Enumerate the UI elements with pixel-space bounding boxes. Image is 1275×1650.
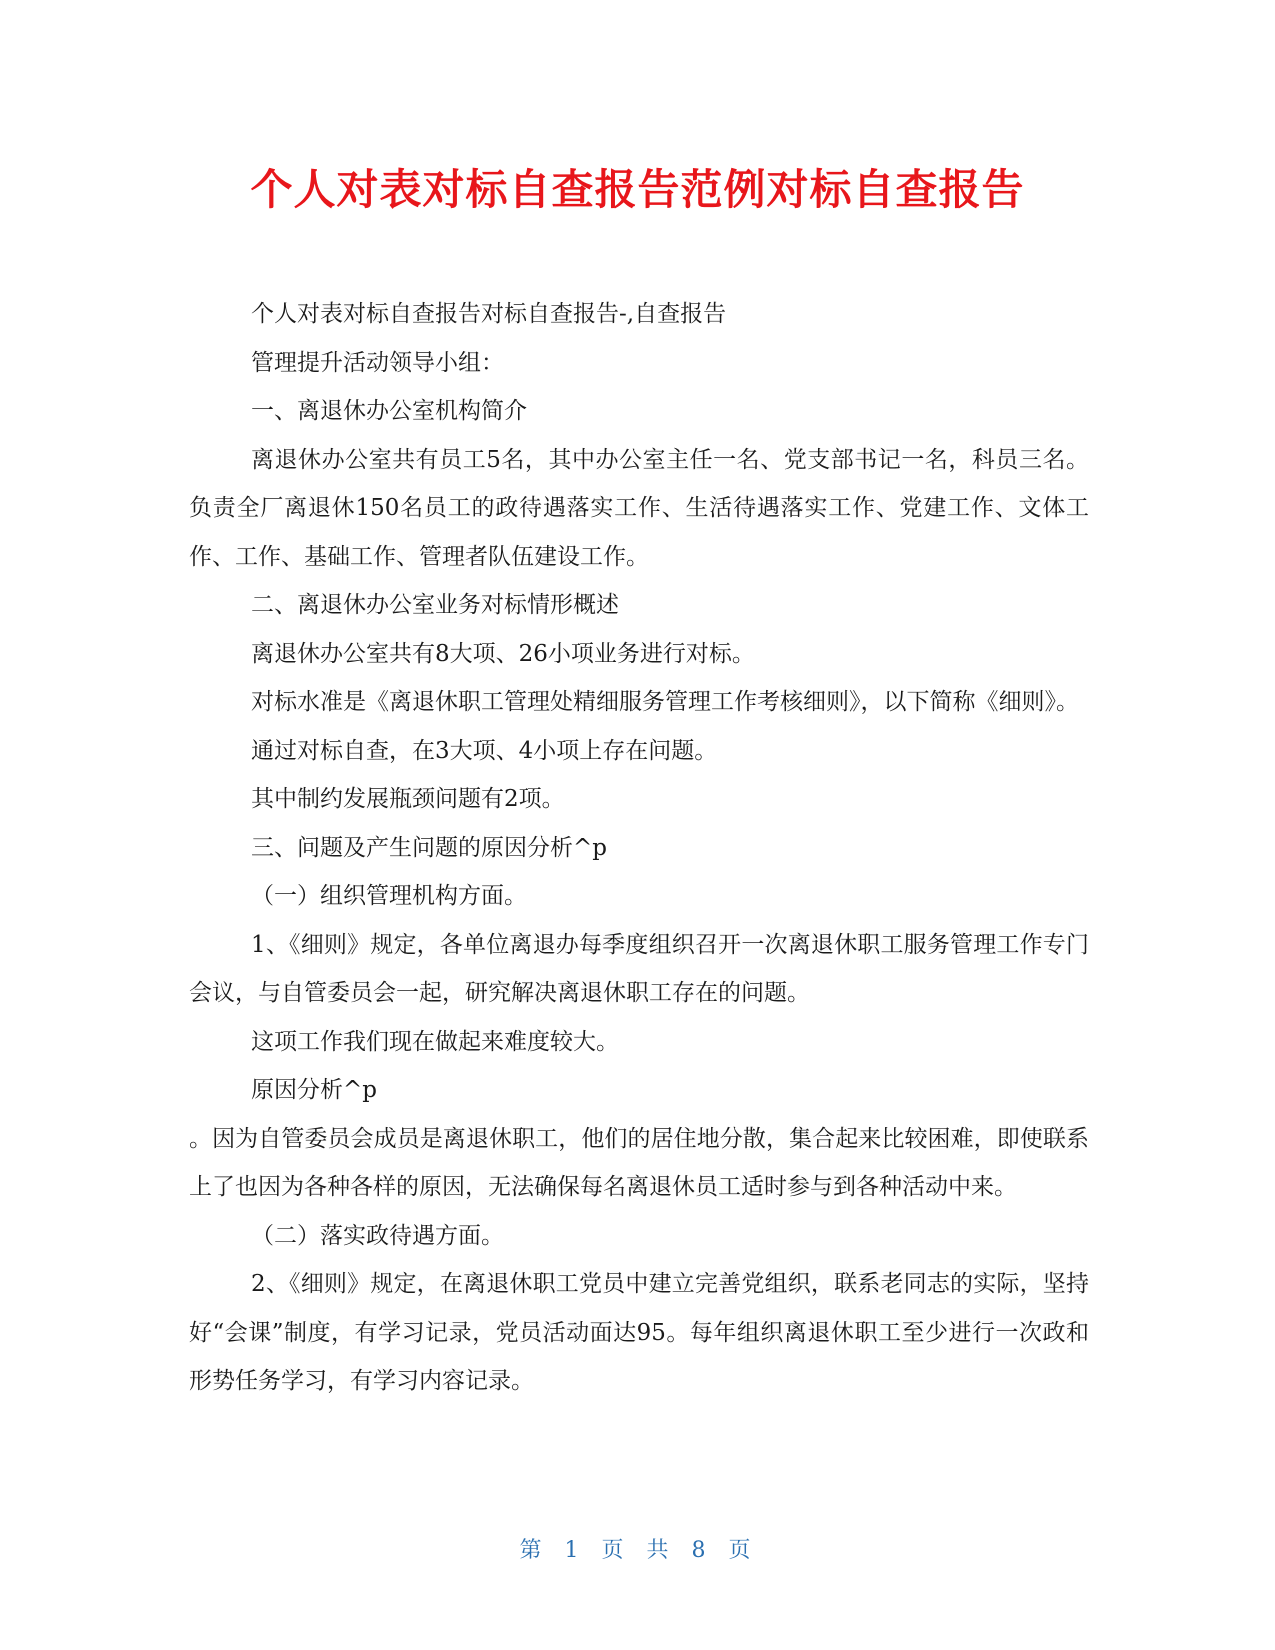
paragraph: 2、《细则》规定，在离退休职工党员中建立完善党组织，联系老同志的实际，坚持好“会课”制度，有学习记录，党员活动面达95。每年组织离退休职工至少进行一次政和形势任务学习，有学习内容记录。 xyxy=(189,1271,1089,1394)
paragraph: 这项工作我们现在做起来难度较大。 xyxy=(251,1028,619,1055)
paragraph: 个人对表对标自查报告对标自查报告-,自查报告 xyxy=(251,301,727,327)
page-title: 个人对表对标自查报告范例对标自查报告 xyxy=(250,165,1025,214)
paragraph: 离退休办公室共有8大项、26小项业务进行对标。 xyxy=(251,640,755,667)
subsection-heading: （一）组织管理机构方面。 xyxy=(251,883,527,909)
section-heading: 二、离退休办公室业务对标情形概述 xyxy=(251,592,619,618)
page-footer xyxy=(0,1536,1275,1566)
page-number-label: 第 1 页 共 8 页 xyxy=(519,1538,756,1563)
document-body xyxy=(189,290,1089,1406)
paragraph: 。因为自管委员会成员是离退休职工，他们的居住地分散，集合起来比较困难，即使联系上了也因为各种各样的原因，无法确保每名离退休员工适时参与到各种活动中来。 xyxy=(189,1125,1089,1200)
paragraph: 管理提升活动领导小组： xyxy=(251,349,504,376)
paragraph: 离退休办公室共有员工5名，其中办公室主任一名、党支部书记一名，科员三名。负责全厂离退休150名员工的政待遇落实工作、生活待遇落实工作、党建工作、文体工作、工作、基础工作、管理者队伍建设工作。 xyxy=(189,446,1089,570)
paragraph: 对标水准是《离退休职工管理处精细服务管理工作考核细则》，以下简称《细则》。 xyxy=(251,689,1079,715)
subsection-heading: （二）落实政待遇方面。 xyxy=(251,1222,504,1249)
paragraph: 1、《细则》规定，各单位离退办每季度组织召开一次离退休职工服务管理工作专门会议，与自管委员会一起，研究解决离退休职工存在的问题。 xyxy=(189,931,1089,1006)
paragraph: 通过对标自查，在3大项、4小项上存在问题。 xyxy=(251,737,718,764)
section-heading: 三、问题及产生问题的原因分析^p xyxy=(251,834,607,861)
section-heading: 一、离退休办公室机构简介 xyxy=(251,398,527,424)
paragraph: 原因分析^p xyxy=(251,1077,377,1103)
paragraph: 其中制约发展瓶颈问题有2项。 xyxy=(251,786,565,812)
